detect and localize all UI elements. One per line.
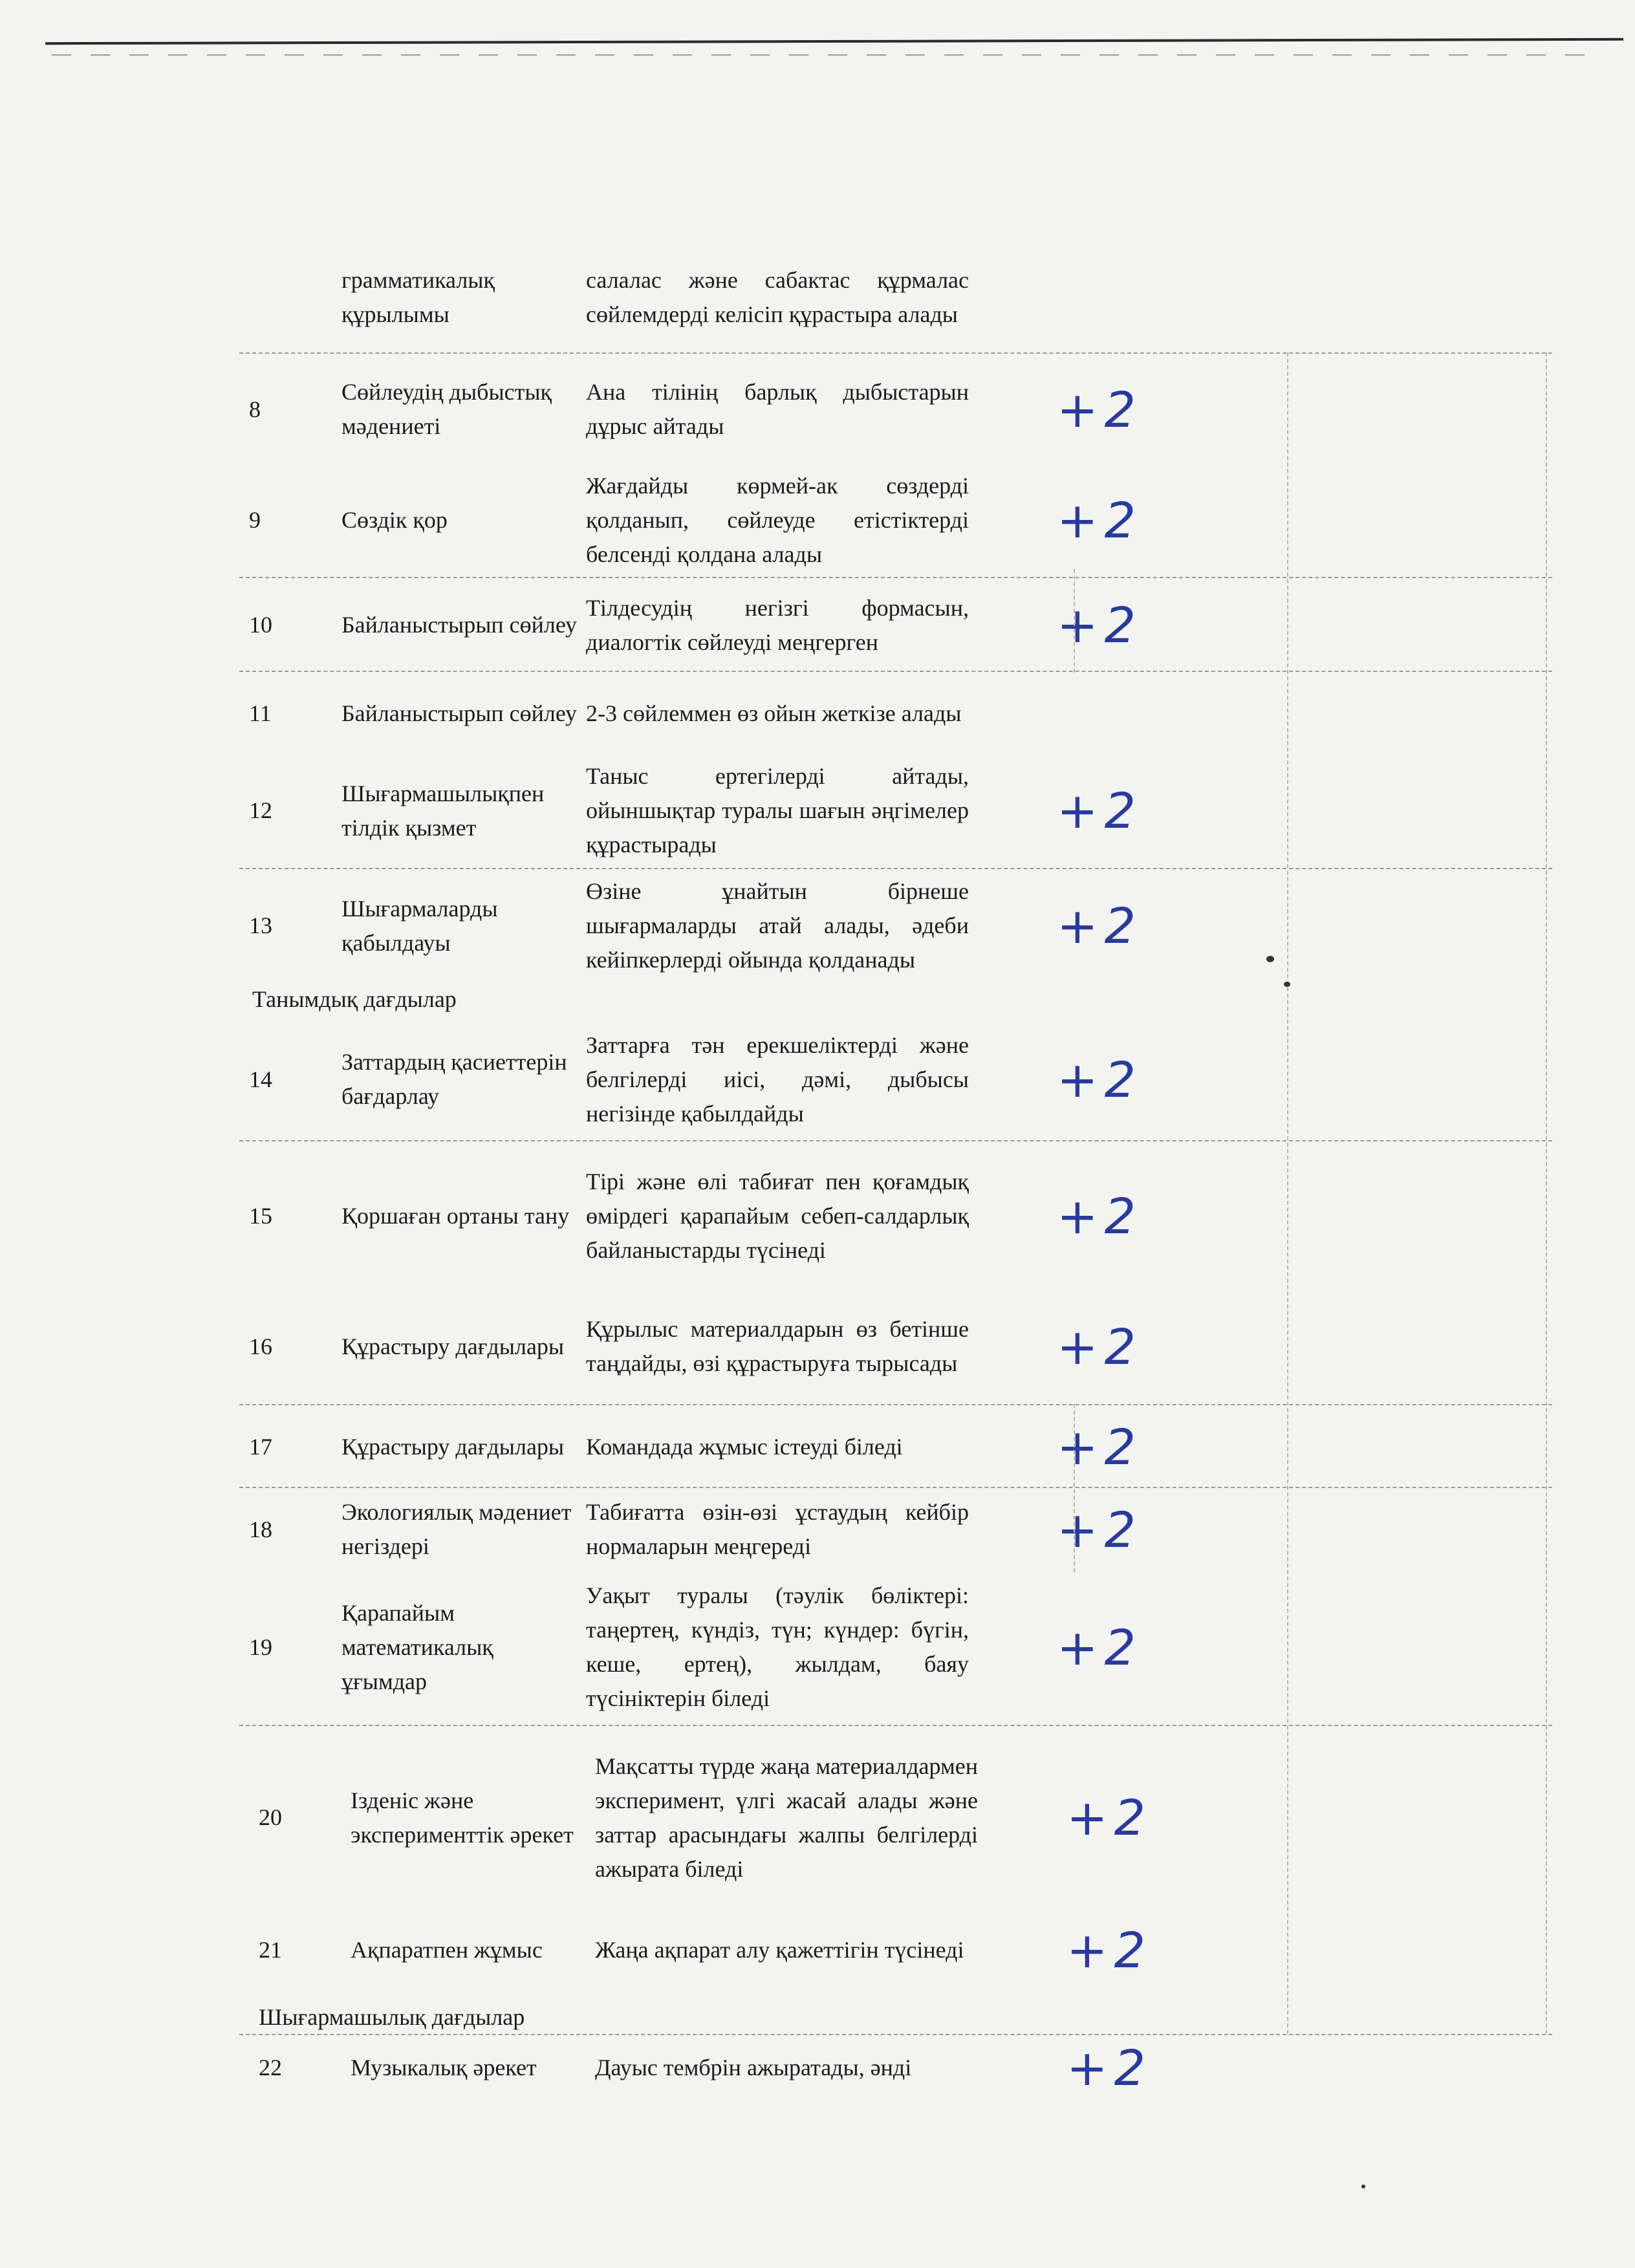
row-number: 21 bbox=[259, 1936, 282, 1963]
skill-name: грамматикалық құрылымы bbox=[341, 267, 495, 327]
skill-name: Ақпаратпен жұмыс bbox=[351, 1936, 543, 1963]
skill-name: Құрастыру дағдылары bbox=[341, 1433, 565, 1460]
skill-description: Заттарға тән ерекшеліктерді және белгілерді иісі, дәмі, дыбысы негізінде қабылдайды bbox=[586, 1031, 969, 1127]
row-number: 14 bbox=[249, 1066, 272, 1092]
table-row bbox=[239, 1289, 1552, 1404]
skill-description: Таныс ертегілерді айтады, ойыншықтар туралы шағын әңгімелер құрастырады bbox=[586, 763, 969, 858]
skill-description: салалас және сабактас құрмалас сөйлемдерді келісіп құрастыра алады bbox=[586, 267, 969, 327]
skill-description: Табиғатта өзін-өзі ұстаудың кейбір нормаларын меңгереді bbox=[586, 1499, 969, 1559]
table-row bbox=[239, 1725, 1552, 1909]
skill-name: Экологиялық мәдениет негіздері bbox=[341, 1499, 572, 1559]
table-row bbox=[239, 1570, 1552, 1725]
table-row bbox=[239, 671, 1552, 755]
skill-description: Құрылыс материалдарын өз бетінше таңдайды, өзі құрастыруға тырысады bbox=[586, 1316, 969, 1376]
handwritten-mark: +2 bbox=[1056, 782, 1143, 839]
row-number: 12 bbox=[249, 797, 272, 823]
skill-description: Командада жұмыс істеуді біледі bbox=[586, 1433, 903, 1460]
scan-speck bbox=[1361, 2185, 1365, 2188]
handwritten-mark: +2 bbox=[1066, 1921, 1153, 1979]
table-row bbox=[239, 868, 1552, 982]
handwritten-mark: +2 bbox=[1056, 1317, 1143, 1376]
handwritten-mark bbox=[1015, 243, 1184, 352]
handwritten-mark: +2 bbox=[1066, 2038, 1153, 2097]
skill-description: 2-3 сөйлеммен өз ойын жеткізе алады bbox=[586, 700, 962, 726]
table-row bbox=[239, 464, 1552, 577]
table-row bbox=[239, 753, 1552, 868]
row-number: 8 bbox=[249, 396, 261, 422]
row-number: 18 bbox=[249, 1516, 272, 1542]
skill-description: Дауыс тембрін ажыратады, әнді bbox=[595, 2054, 912, 2080]
table-row bbox=[239, 2034, 1552, 2100]
page-top-rule bbox=[45, 38, 1623, 45]
row-number: 10 bbox=[249, 612, 272, 638]
table-row bbox=[239, 577, 1552, 672]
table-row bbox=[239, 352, 1552, 465]
page-top-rule-faint bbox=[52, 54, 1604, 56]
skill-name: Сөздік қор bbox=[341, 507, 448, 533]
table-row bbox=[239, 243, 1552, 352]
table-row bbox=[239, 1019, 1552, 1140]
handwritten-mark: +2 bbox=[1056, 1618, 1143, 1676]
skill-name: Байланыстырып сөйлеу bbox=[341, 700, 577, 726]
table-row bbox=[239, 1404, 1552, 1488]
column-divider bbox=[1287, 352, 1288, 2034]
handwritten-mark: +2 bbox=[1056, 596, 1143, 654]
skill-description: Өзіне ұнайтын бірнеше шығармаларды атай алады, әдеби кейіпкерлерді ойында қолданады bbox=[586, 878, 969, 973]
skill-description: Жағдайды көрмей-ак сөздерді қолданып, сөйлеуде етістіктерді белсенді қолдана алады bbox=[586, 473, 969, 567]
skill-name: Шығармаларды қабылдауы bbox=[341, 895, 498, 956]
row-number: 19 bbox=[249, 1634, 272, 1660]
row-number: 20 bbox=[259, 1804, 282, 1830]
table-row bbox=[239, 1140, 1552, 1290]
handwritten-mark: +2 bbox=[1056, 1418, 1143, 1476]
handwritten-mark: +2 bbox=[1056, 1187, 1143, 1245]
handwritten-mark: +2 bbox=[1056, 1050, 1143, 1108]
row-number: 13 bbox=[249, 913, 272, 938]
skill-name: Құрастыру дағдылары bbox=[341, 1333, 565, 1359]
skill-description: Тірі және өлі табиғат пен қоғамдық өмірдегі қарапайым себеп-салдарлық байланыстарды түсінеді bbox=[586, 1168, 969, 1263]
skill-name: Қоршаған ортаны тану bbox=[341, 1202, 570, 1229]
handwritten-mark: +2 bbox=[1066, 1789, 1153, 1846]
handwritten-mark bbox=[1015, 672, 1184, 755]
row-number: 16 bbox=[249, 1333, 272, 1359]
skill-description: Жаңа ақпарат алу қажеттігін түсінеді bbox=[595, 1936, 964, 1963]
row-number: 17 bbox=[249, 1433, 272, 1460]
row-number: 11 bbox=[249, 700, 272, 726]
table-row bbox=[239, 1487, 1552, 1571]
row-number: 22 bbox=[259, 2054, 282, 2080]
skill-name: Байланыстырып сөйлеу bbox=[341, 612, 577, 638]
handwritten-mark: +2 bbox=[1056, 491, 1143, 549]
handwritten-mark: +2 bbox=[1056, 897, 1143, 955]
skill-name: Заттардың қасиеттерін бағдарлау bbox=[341, 1049, 567, 1109]
section-heading-creative: Шығармашылық дағдылар bbox=[259, 2004, 525, 2030]
handwritten-mark: +2 bbox=[1056, 1500, 1143, 1559]
row-number: 9 bbox=[249, 507, 261, 533]
skill-description: Тілдесудің негізгі формасын, диалогтік сөйлеуді меңгерген bbox=[586, 594, 969, 655]
skill-name: Ізденіс және эксперименттік әрекет bbox=[351, 1787, 574, 1848]
column-divider bbox=[1074, 1404, 1075, 1572]
table-row bbox=[239, 1908, 1552, 1992]
column-divider bbox=[1546, 352, 1547, 2034]
scan-speck bbox=[1266, 956, 1274, 962]
skill-name: Музыкалық әрекет bbox=[351, 2054, 537, 2080]
row-number bbox=[249, 243, 327, 352]
skill-description: Мақсатты түрде жаңа материалдармен эксперимент, үлгі жасай алады және заттар арасындағы жалпы белгілерді ажырата біледі bbox=[595, 1753, 978, 1882]
scan-speck bbox=[1284, 982, 1290, 987]
handwritten-mark: +2 bbox=[1056, 380, 1143, 438]
row-number: 15 bbox=[249, 1202, 272, 1229]
skill-name: Қарапайым математикалық ұғымдар bbox=[341, 1599, 493, 1694]
skill-description: Ана тілінің барлық дыбыстарын дұрыс айтады bbox=[586, 379, 969, 439]
skill-name: Сөйлеудің дыбыстық мәдениеті bbox=[341, 379, 552, 439]
skill-name: Шығармашылықпен тілдік қызмет bbox=[341, 780, 545, 841]
skill-description: Уақыт туралы (тәулік бөліктері: таңертең, күндіз, түн; күндер: бүгін, кеше, ертең), жылдам, баяу түсініктерін біледі bbox=[586, 1582, 969, 1711]
section-heading-cognitive: Танымдық дағдылар bbox=[252, 986, 457, 1012]
column-divider bbox=[1074, 569, 1075, 673]
